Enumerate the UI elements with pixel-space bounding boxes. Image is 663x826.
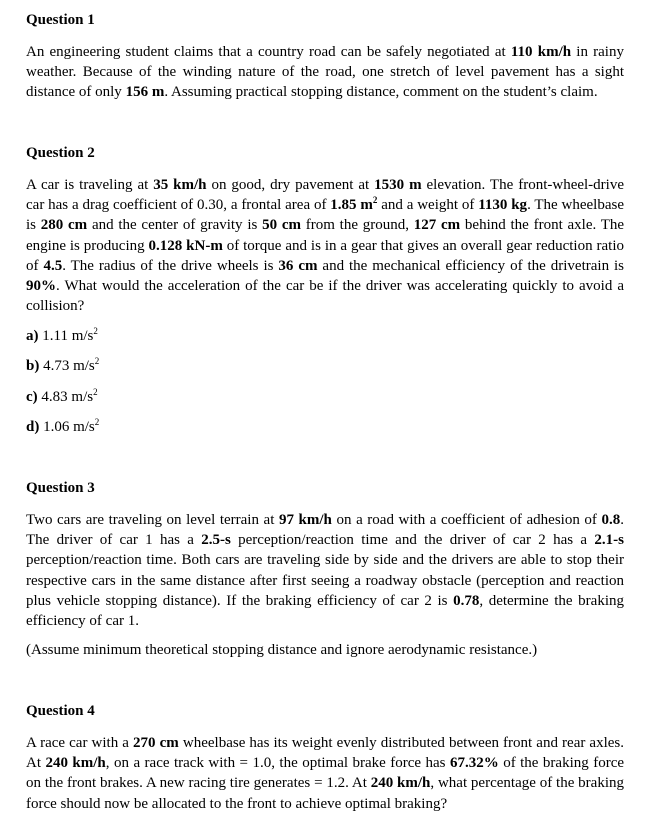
question-4-text: A race car with a 270 cm wheelbase has its weight evenly distributed between front and rear axles. At 240 km/h, on a race track with = 1.0, the optimal brake force has 67.32% of the braking force on the front brakes. A new racing tire generates = 1.2. At 240 km/h, what percentage of the braking force should now be allocated to the front to achieve optimal braking?: [26, 735, 625, 812]
question-2-title: Question 2: [26, 145, 95, 161]
option-b: b) 4.73 $m/s^2$: [26, 356, 100, 374]
option-a: a) 1.11 $m/s^2$: [26, 326, 98, 344]
question-3-title: Question 3: [26, 480, 95, 496]
option-c: c) 4.83 $m/s^2$: [26, 387, 98, 405]
question-1-text: An engineering student claims that a country road can be safely negotiated at 110 km/h in rainy weather. Because of the winding nature of the road, one stretch of level pavement has a sight distance of only 156 m. Assuming practical stopping distance, comment on the student’s claim.: [26, 44, 624, 101]
question-3-note: (Assume minimum theoretical stopping distance and ignore aerodynamic resistance.): [26, 642, 538, 658]
question-1-title: Question 1: [26, 12, 95, 28]
question-2-text: A car is traveling at 35 km/h on good, dry pavement at 1530 m elevation. The front-wheel-drive car has a drag coefficient of 0.30, a frontal area of 1.85 $m^2$ and a weight of 1130 kg. The wheelbase is 280 cm and the center of gravity is 50 cm from the ground, 127 cm behind the front axle. The engine is producing 0.128 kN-m of torque and is in a gear that gives an overall gear reduction ratio of 4.5. The radius of the drive wheels is 36 cm and the mechanical efficiency of the drivetrain is 90%. What would the acceleration of the car be if the driver was accelerating quickly to avoid a collision?: [26, 177, 625, 315]
question-4-title: Question 4: [26, 703, 95, 719]
option-d: d) 1.06 $m/s^2$: [26, 417, 100, 435]
question-3-text: Two cars are traveling on level terrain at 97 km/h on a road with a coefficient of adhesion of 0.8. The driver of car 1 has a 2.5-s perception/reaction time and the driver of car 2 has a 2.1-s perception/reaction time. Both cars are traveling side by side and the drivers are able to stop their respective cars in the same distance after first seeing a roadway obstacle (perception and reaction plus vehicle stopping distance). If the braking efficiency of car 2 is 0.78, determine the braking efficiency of car 1.: [26, 512, 624, 630]
